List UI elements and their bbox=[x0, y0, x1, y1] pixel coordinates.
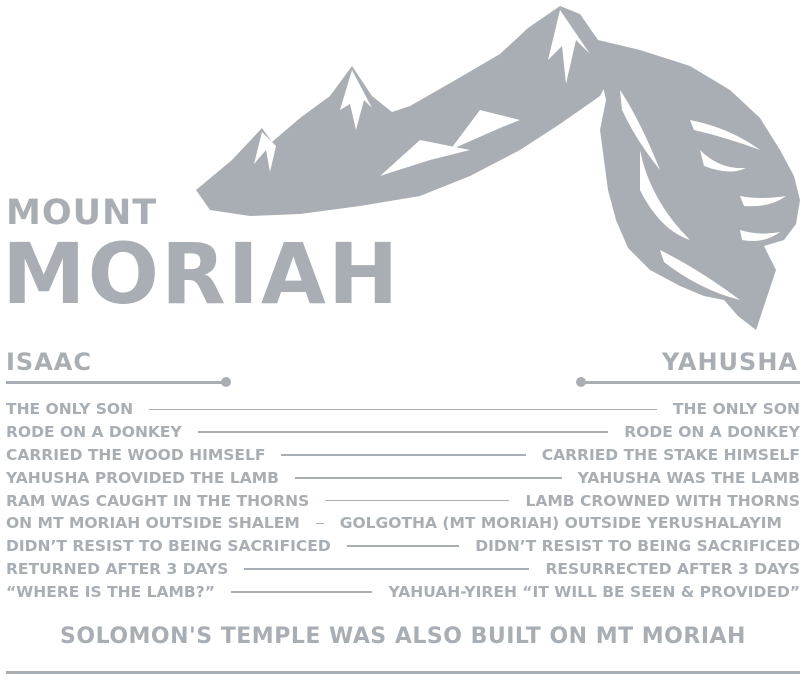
yahusha-item: YAHUAH-YIREH “IT WILL BE SEEN & PROVIDED” bbox=[388, 582, 800, 601]
connector-line bbox=[281, 454, 525, 456]
isaac-item: RODE ON A DONKEY bbox=[6, 423, 182, 442]
bottom-rule bbox=[6, 671, 800, 674]
isaac-item: DIDN’T RESIST TO BEING SACRIFICED bbox=[6, 537, 331, 556]
right-heading-dot bbox=[576, 377, 586, 387]
lion-head-shape bbox=[598, 40, 800, 330]
yahusha-item: LAMB CROWNED WITH THORNS bbox=[525, 491, 800, 510]
comparison-list bbox=[6, 398, 800, 603]
isaac-item: YAHUSHA PROVIDED THE LAMB bbox=[6, 468, 279, 487]
connector-line bbox=[295, 477, 562, 479]
connector-line bbox=[325, 500, 509, 502]
yahusha-item: YAHUSHA WAS THE LAMB bbox=[577, 468, 800, 487]
comparison-row bbox=[6, 398, 800, 421]
connector-line bbox=[149, 409, 657, 411]
title-mount: MOUNT bbox=[6, 193, 158, 233]
column-heading-yahusha: YAHUSHA bbox=[661, 348, 798, 376]
left-heading-dot bbox=[221, 377, 231, 387]
comparison-row bbox=[6, 466, 800, 489]
right-heading-rule bbox=[582, 381, 800, 384]
comparison-row bbox=[6, 489, 800, 512]
connector-line bbox=[231, 591, 373, 593]
connector-line bbox=[316, 523, 324, 525]
comparison-row bbox=[6, 444, 800, 467]
comparison-row bbox=[6, 558, 800, 581]
yahusha-item: RODE ON A DONKEY bbox=[624, 423, 800, 442]
title-moriah: MORIAH bbox=[2, 225, 401, 323]
comparison-row bbox=[6, 580, 800, 603]
isaac-item: “WHERE IS THE LAMB?” bbox=[6, 582, 215, 601]
isaac-item: RETURNED AFTER 3 DAYS bbox=[6, 559, 229, 578]
left-heading-rule bbox=[6, 381, 224, 384]
yahusha-item: GOLGOTHA (MT MORIAH) OUTSIDE YERUSHALAYIM bbox=[339, 514, 782, 533]
yahusha-item: THE ONLY SON bbox=[672, 400, 800, 419]
yahusha-item: RESURRECTED AFTER 3 DAYS bbox=[545, 559, 800, 578]
isaac-item: THE ONLY SON bbox=[6, 400, 134, 419]
comparison-row bbox=[6, 512, 800, 535]
connector-line bbox=[198, 431, 609, 433]
comparison-row bbox=[6, 421, 800, 444]
connector-line bbox=[347, 545, 460, 547]
yahusha-item: CARRIED THE STAKE HIMSELF bbox=[541, 445, 800, 464]
connector-line bbox=[244, 568, 529, 570]
isaac-item: ON MT MORIAH OUTSIDE SHALEM bbox=[6, 514, 300, 533]
column-heading-isaac: ISAAC bbox=[6, 348, 92, 376]
yahusha-item: DIDN’T RESIST TO BEING SACRIFICED bbox=[475, 537, 800, 556]
isaac-item: CARRIED THE WOOD HIMSELF bbox=[6, 445, 266, 464]
footer-statement: SOLOMON'S TEMPLE WAS ALSO BUILT ON MT MORIAH bbox=[60, 624, 746, 649]
comparison-row bbox=[6, 535, 800, 558]
isaac-item: RAM WAS CAUGHT IN THE THORNS bbox=[6, 491, 310, 510]
